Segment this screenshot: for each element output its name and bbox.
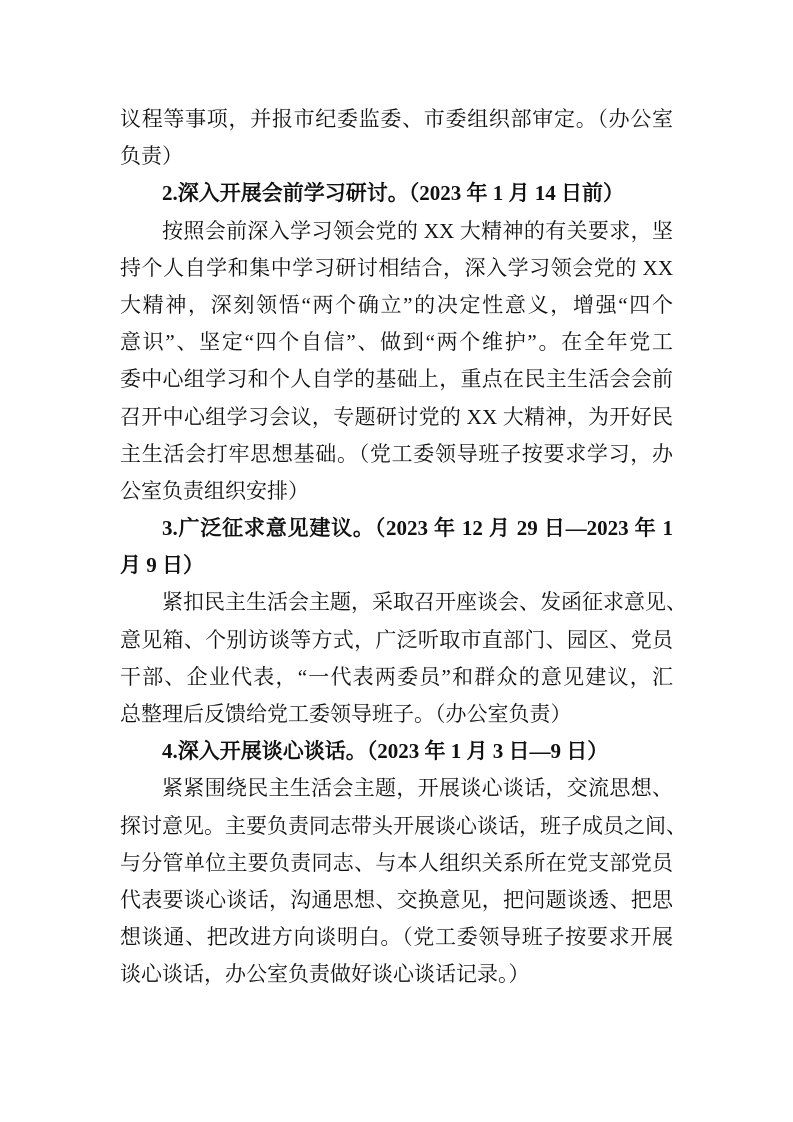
text-line: 大精神，深刻领悟“两个确立”的决定性意义，增强“四个	[120, 292, 673, 317]
text-line: 代表要谈心谈话，沟通思想、交换意见，把问题谈透、把思	[120, 887, 673, 912]
section-heading	[120, 510, 673, 584]
body-paragraph	[120, 213, 673, 511]
text-line: 持个人自学和集中学习研讨相结合，深入学习领会党的 XX	[120, 255, 673, 280]
text-line: 干部、企业代表，“一代表两委员”和群众的意见建议，汇	[120, 664, 673, 689]
text-line: 谈心谈话，办公室负责做好谈心谈话记录。）	[120, 962, 530, 987]
section-heading	[120, 733, 673, 770]
text-line: 按照会前深入学习领会党的 XX 大精神的有关要求，坚	[162, 218, 673, 243]
text-line: 紧紧围绕民主生活会主题，开展谈心谈话，交流思想、	[162, 776, 673, 801]
document-page	[120, 101, 687, 994]
text-line: 与分管单位主要负责同志、与本人组织关系所在党支部党员	[120, 850, 673, 875]
text-line: 议程等事项，并报市纪委监委、市委组织部审定。（办公室	[120, 107, 673, 131]
text-line: 主生活会打牢思想基础。（党工委领导班子按要求学习，办	[120, 441, 673, 466]
body-paragraph	[120, 770, 687, 993]
text-line: 意识”、坚定“四个自信”、做到“两个维护”。在全年党工	[120, 330, 673, 355]
text-line: 探讨意见。主要负责同志带头开展谈心谈话，班子成员之间、	[120, 813, 687, 838]
text-line: 委中心组学习和个人自学的基础上，重点在民主生活会会前	[120, 367, 673, 392]
text-line: 总整理后反馈给党工委领导班子。（办公室负责）	[120, 702, 572, 726]
body-paragraph	[120, 101, 673, 175]
text-line: 负责）	[120, 144, 183, 169]
section-heading	[120, 175, 673, 212]
text-line: 紧扣民主生活会主题，采取召开座谈会、发函征求意见、	[162, 590, 687, 615]
text-line: 2.深入开展会前学习研讨。（2023 年 1 月 14 日前）	[162, 181, 624, 206]
text-line: 月 9 日）	[120, 553, 204, 578]
body-paragraph	[120, 584, 687, 733]
text-line: 3.广泛征求意见建议。（2023 年 12 月 29 日—2023 年 1	[162, 516, 673, 541]
text-line: 想谈通、把改进方向谈明白。（党工委领导班子按要求开展	[120, 925, 673, 950]
text-line: 公室负责组织安排）	[120, 478, 309, 503]
text-line: 4.深入开展谈心谈话。（2023 年 1 月 3 日—9 日）	[162, 739, 609, 764]
text-line: 召开中心组学习会议，专题研讨党的 XX 大精神，为开好民	[120, 404, 673, 429]
text-line: 意见箱、个别访谈等方式，广泛听取市直部门、园区、党员	[120, 627, 673, 652]
